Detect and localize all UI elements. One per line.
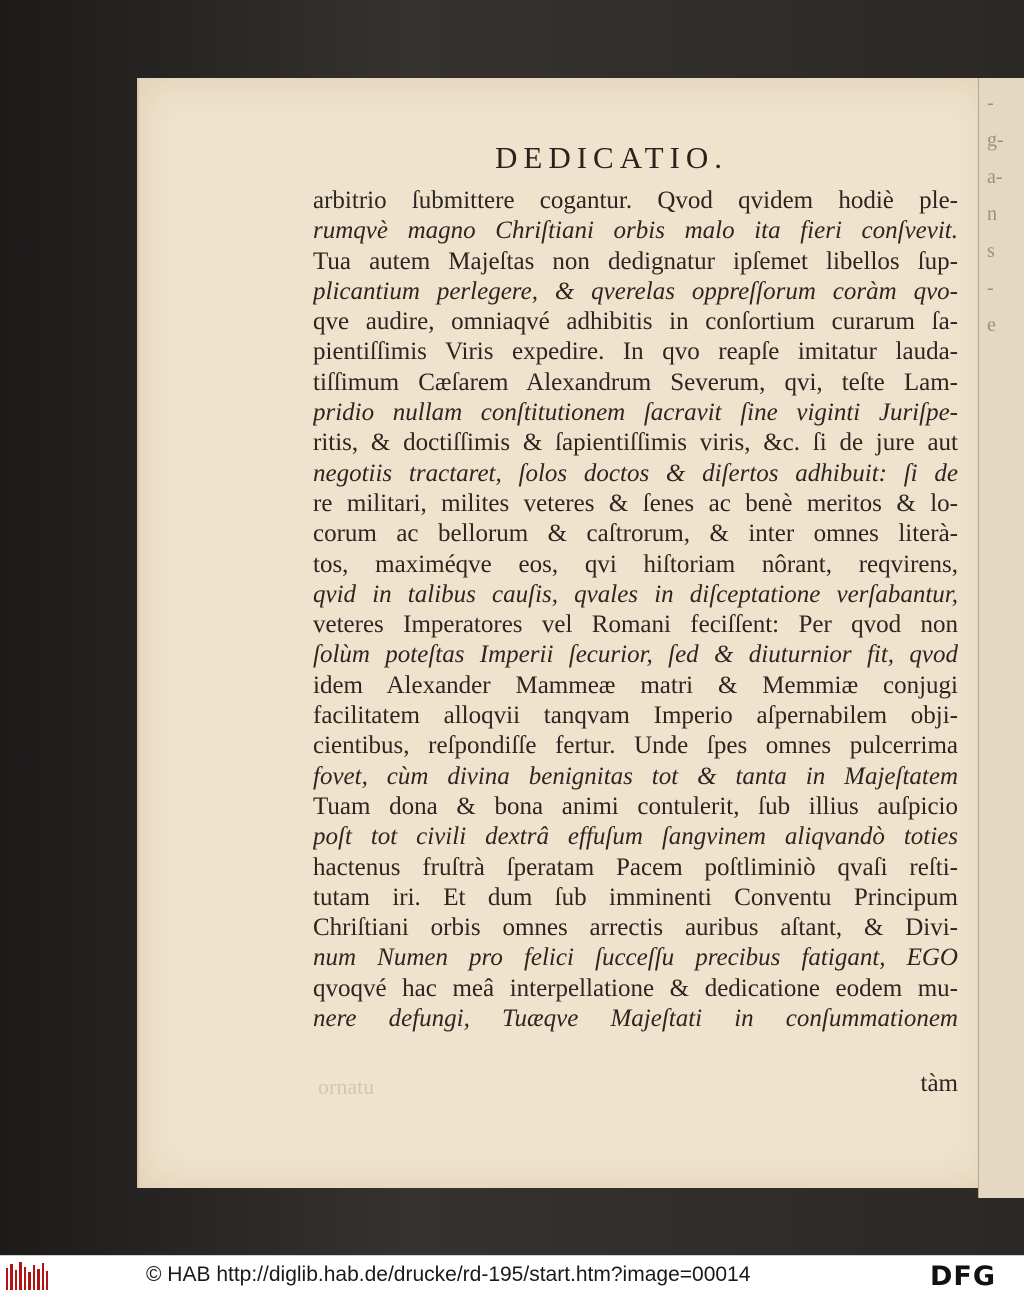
text-line: Tuam dona & bona animi contulerit, ſub illius auſpicio (313, 792, 958, 820)
text-line: pridio nullam conſtitutionem ſacravit ſine viginti Juriſpe- (313, 399, 958, 427)
text-line: Tua autem Majeſtas non dedignatur ipſemet libellos ſup- (313, 247, 958, 275)
text-line: poſt tot civili dextrâ effuſum ſangvinem aliqvandò toties (313, 823, 958, 851)
text-line: plicantium perlegere, & qverelas oppreſſorum coràm qvo- (313, 277, 958, 305)
text-line: tos, maximéqve eos, qvi hiſtoriam nôrant, reqvirens, (313, 550, 958, 578)
text-line: num Numen pro felici ſucceſſu precibus fatigant, EGO (313, 944, 958, 972)
body-text (313, 186, 958, 1034)
text-line: qvid in talibus cauſis, qvales in diſceptatione verſabantur, (313, 580, 958, 608)
text-line: re militari, milites veteres & ſenes ac benè meritos & lo- (313, 489, 958, 517)
text-line: idem Alexander Mammeæ matri & Memmiæ conjugi (313, 671, 958, 699)
dfg-logo: DFG (930, 1261, 997, 1292)
bleed-through-text: ornatu (318, 1074, 375, 1099)
text-line: Chriſtiani orbis omnes arrectis auribus aſtant, & Divi- (313, 914, 958, 942)
text-line: facilitatem alloqvii tanqvam Imperio aſpernabilem obji- (313, 702, 958, 730)
citation-link[interactable]: © HAB http://diglib.hab.de/drucke/rd-195/start.htm?image=00014 (146, 1263, 751, 1286)
page-header: DEDICATIO. (495, 140, 729, 175)
text-line: ſolùm poteſtas Imperii ſecurior, ſed & diuturnior fit, qvod (313, 641, 958, 669)
adjacent-page-edge: - g- a- n s - e (978, 78, 1024, 1198)
text-line: hactenus fruſtrà ſperatam Pacem poſtliminiò qvaſi reſti- (313, 853, 958, 881)
catchword: tàm (920, 1070, 958, 1097)
text-line: tutam iri. Et dum ſub imminenti Conventu Principum (313, 883, 958, 911)
text-line: arbitrio ſubmittere cogantur. Qvod qvidem hodiè ple- (313, 187, 958, 214)
library-barcode-logo-icon (6, 1262, 48, 1290)
text-line: qve audire, omniaqvé adhibitis in conſortium curarum ſa- (313, 308, 958, 336)
text-line: pientiſſimis Viris expedire. In qvo reapſe imitatur lauda- (313, 338, 958, 366)
text-line: tiſſimum Cæſarem Alexandrum Severum, qvi, teſte Lam- (313, 368, 958, 396)
text-line: rumqvè magno Chriſtiani orbis malo ita fieri conſvevit. (313, 217, 958, 245)
text-line: veteres Imperatores vel Romani feciſſent: Per qvod non (313, 611, 958, 639)
text-line: ritis, & doctiſſimis & ſapientiſſimis viris, &c. ſi de jure aut (313, 429, 958, 457)
text-line: nere defungi, Tuæqve Majeſtati in conſummationem (313, 1005, 958, 1033)
text-line: cientibus, reſpondiſſe fertur. Unde ſpes omnes pulcerrima (313, 732, 958, 760)
viewer-footer (0, 1255, 1024, 1296)
text-line: qvoqvé hac meâ interpellatione & dedicatione eodem mu- (313, 974, 958, 1002)
text-line: corum ac bellorum & caſtrorum, & inter omnes literà- (313, 520, 958, 548)
text-line: negotiis tractaret, ſolos doctos & diſertos adhibuit: ſi de (313, 459, 958, 487)
text-line: fovet, cùm divina benignitas tot & tanta in Majeſtatem (313, 762, 958, 790)
